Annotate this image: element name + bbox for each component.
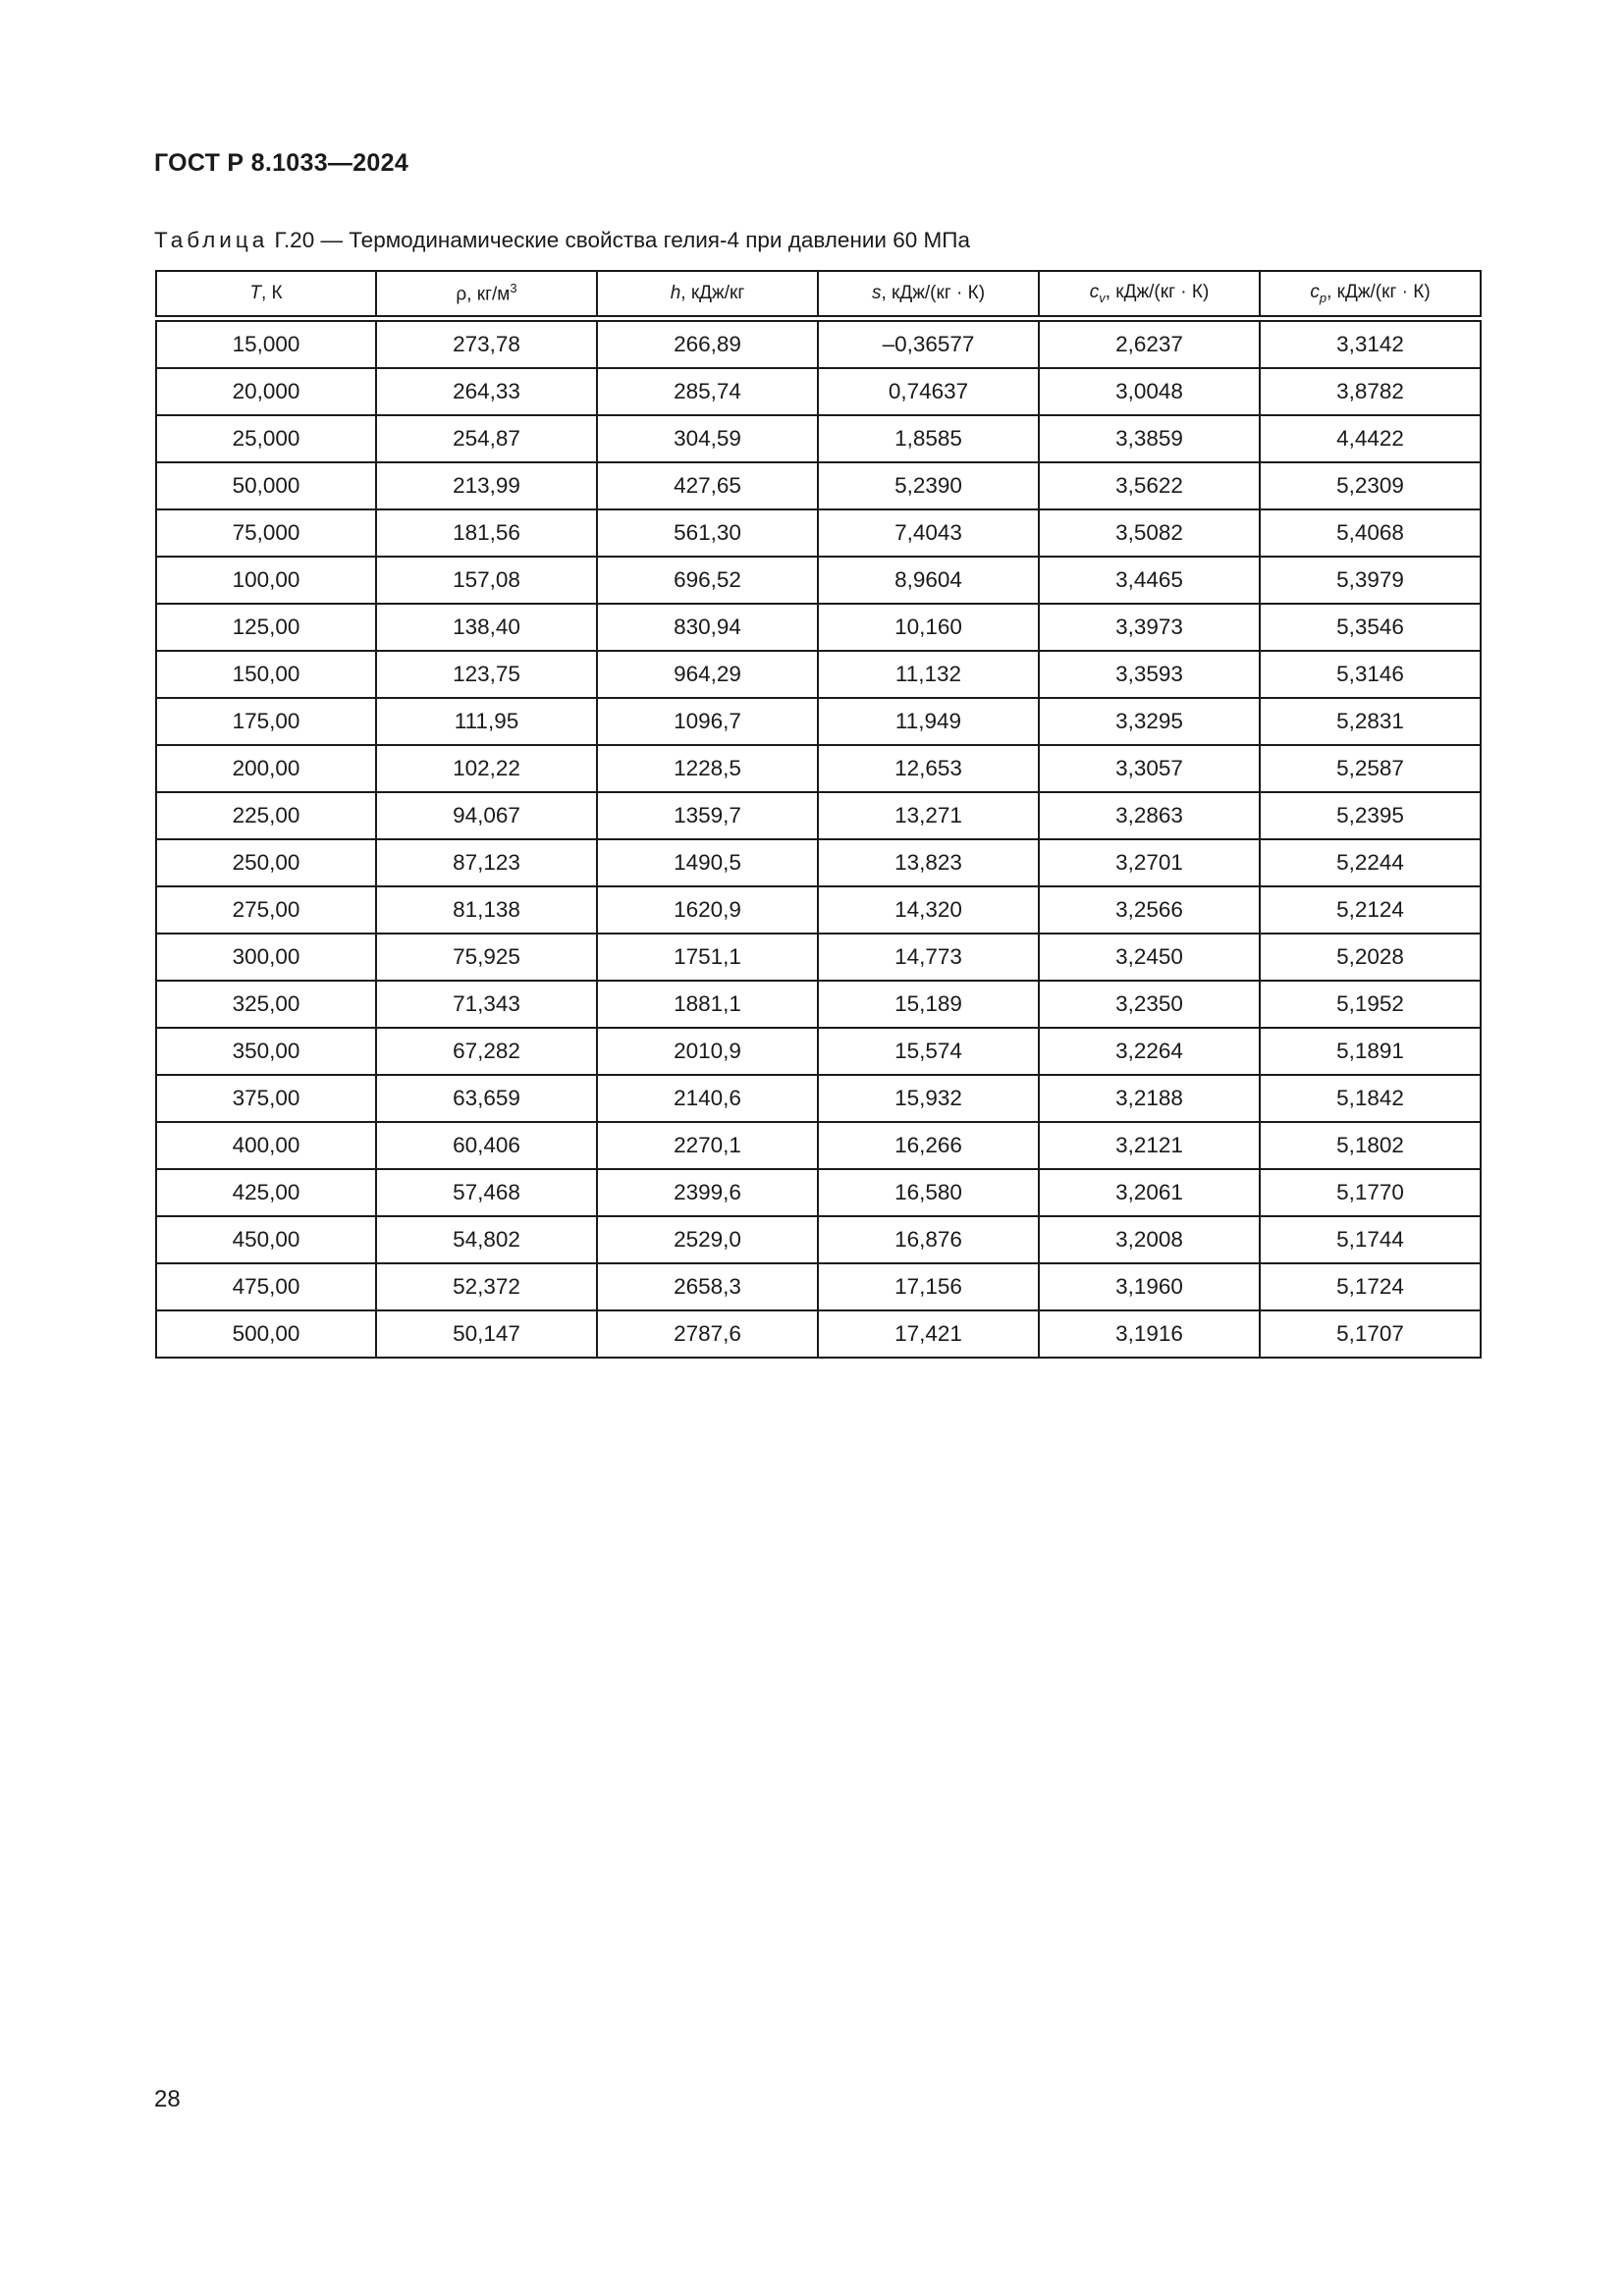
table-row xyxy=(156,981,1481,1028)
cell-cp: 5,2395 xyxy=(1260,792,1481,839)
table-row xyxy=(156,698,1481,745)
cell-density: 87,123 xyxy=(376,839,597,886)
cell-temperature: 350,00 xyxy=(156,1028,376,1075)
cell-temperature: 450,00 xyxy=(156,1216,376,1263)
cell-cp: 5,1802 xyxy=(1260,1122,1481,1169)
cell-enthalpy: 1359,7 xyxy=(597,792,818,839)
cell-enthalpy: 830,94 xyxy=(597,604,818,651)
cell-temperature: 400,00 xyxy=(156,1122,376,1169)
cell-cv: 3,3057 xyxy=(1039,745,1260,792)
cell-cv: 3,2264 xyxy=(1039,1028,1260,1075)
cell-enthalpy: 2787,6 xyxy=(597,1310,818,1358)
cell-enthalpy: 2010,9 xyxy=(597,1028,818,1075)
cell-enthalpy: 1751,1 xyxy=(597,934,818,981)
table-row xyxy=(156,1310,1481,1358)
cell-cp: 5,1744 xyxy=(1260,1216,1481,1263)
cell-entropy: 16,266 xyxy=(818,1122,1039,1169)
cell-cv: 3,2350 xyxy=(1039,981,1260,1028)
cell-density: 60,406 xyxy=(376,1122,597,1169)
column-header-enthalpy: h, кДж/кг xyxy=(597,271,818,319)
column-header-cv: $c_v$, кДж/(кг · К) xyxy=(1039,271,1260,319)
cell-temperature: 175,00 xyxy=(156,698,376,745)
cell-entropy: 13,823 xyxy=(818,839,1039,886)
cell-entropy: 11,132 xyxy=(818,651,1039,698)
cell-cp: 3,3142 xyxy=(1260,319,1481,369)
cell-enthalpy: 1228,5 xyxy=(597,745,818,792)
cell-cv: 3,2863 xyxy=(1039,792,1260,839)
cell-enthalpy: 2529,0 xyxy=(597,1216,818,1263)
cell-temperature: 25,000 xyxy=(156,415,376,462)
table-row xyxy=(156,1122,1481,1169)
table-caption xyxy=(154,228,970,253)
cell-density: 111,95 xyxy=(376,698,597,745)
cell-entropy: –0,36577 xyxy=(818,319,1039,369)
cell-density: 273,78 xyxy=(376,319,597,369)
table-row xyxy=(156,604,1481,651)
cell-enthalpy: 1881,1 xyxy=(597,981,818,1028)
cell-density: 52,372 xyxy=(376,1263,597,1310)
table-row xyxy=(156,1075,1481,1122)
table-row xyxy=(156,1169,1481,1216)
cell-cp: 5,1842 xyxy=(1260,1075,1481,1122)
cell-entropy: 1,8585 xyxy=(818,415,1039,462)
table-caption-text: Г.20 — Термодинамические свойства гелия-4 при давлении 60 МПа xyxy=(268,228,970,252)
cell-enthalpy: 427,65 xyxy=(597,462,818,509)
cell-temperature: 275,00 xyxy=(156,886,376,934)
cell-density: 54,802 xyxy=(376,1216,597,1263)
cell-cp: 5,1724 xyxy=(1260,1263,1481,1310)
cell-entropy: 17,421 xyxy=(818,1310,1039,1358)
table-caption-label: Таблица xyxy=(154,228,269,252)
cell-entropy: 14,773 xyxy=(818,934,1039,981)
cell-enthalpy: 696,52 xyxy=(597,557,818,604)
cell-temperature: 225,00 xyxy=(156,792,376,839)
cell-cv: 3,2701 xyxy=(1039,839,1260,886)
cell-entropy: 11,949 xyxy=(818,698,1039,745)
cell-temperature: 300,00 xyxy=(156,934,376,981)
cell-cp: 5,1952 xyxy=(1260,981,1481,1028)
column-header-temperature: T, К xyxy=(156,271,376,319)
cell-density: 138,40 xyxy=(376,604,597,651)
cell-cv: 3,5082 xyxy=(1039,509,1260,557)
cell-enthalpy: 561,30 xyxy=(597,509,818,557)
cell-cv: 3,1960 xyxy=(1039,1263,1260,1310)
cell-cp: 5,4068 xyxy=(1260,509,1481,557)
cell-temperature: 75,000 xyxy=(156,509,376,557)
table-row xyxy=(156,792,1481,839)
cell-cp: 5,3146 xyxy=(1260,651,1481,698)
cell-cv: 3,2566 xyxy=(1039,886,1260,934)
cell-density: 50,147 xyxy=(376,1310,597,1358)
cell-cv: 3,3973 xyxy=(1039,604,1260,651)
cell-density: 57,468 xyxy=(376,1169,597,1216)
cell-cp: 5,1891 xyxy=(1260,1028,1481,1075)
table-row xyxy=(156,886,1481,934)
cell-cv: 3,5622 xyxy=(1039,462,1260,509)
table-row xyxy=(156,368,1481,415)
cell-cp: 5,2124 xyxy=(1260,886,1481,934)
cell-cp: 4,4422 xyxy=(1260,415,1481,462)
cell-density: 67,282 xyxy=(376,1028,597,1075)
cell-density: 75,925 xyxy=(376,934,597,981)
cell-cp: 5,3979 xyxy=(1260,557,1481,604)
cell-enthalpy: 964,29 xyxy=(597,651,818,698)
cell-enthalpy: 304,59 xyxy=(597,415,818,462)
cell-cp: 5,1707 xyxy=(1260,1310,1481,1358)
cell-cp: 5,2309 xyxy=(1260,462,1481,509)
cell-enthalpy: 1096,7 xyxy=(597,698,818,745)
column-header-density: ρ, $кг/м^3$ xyxy=(376,271,597,319)
cell-cv: 3,3593 xyxy=(1039,651,1260,698)
cell-density: 63,659 xyxy=(376,1075,597,1122)
cell-density: 102,22 xyxy=(376,745,597,792)
cell-cv: 3,1916 xyxy=(1039,1310,1260,1358)
cell-entropy: 13,271 xyxy=(818,792,1039,839)
cell-entropy: 15,574 xyxy=(818,1028,1039,1075)
cell-enthalpy: 2140,6 xyxy=(597,1075,818,1122)
cell-density: 94,067 xyxy=(376,792,597,839)
cell-enthalpy: 1490,5 xyxy=(597,839,818,886)
cell-entropy: 12,653 xyxy=(818,745,1039,792)
table-row xyxy=(156,509,1481,557)
cell-cv: 3,4465 xyxy=(1039,557,1260,604)
cell-entropy: 16,580 xyxy=(818,1169,1039,1216)
cell-temperature: 15,000 xyxy=(156,319,376,369)
table-body xyxy=(156,319,1481,1359)
cell-cp: 3,8782 xyxy=(1260,368,1481,415)
cell-temperature: 200,00 xyxy=(156,745,376,792)
cell-temperature: 100,00 xyxy=(156,557,376,604)
table-row xyxy=(156,1216,1481,1263)
cell-entropy: 15,932 xyxy=(818,1075,1039,1122)
cell-enthalpy: 2658,3 xyxy=(597,1263,818,1310)
cell-cp: 5,2587 xyxy=(1260,745,1481,792)
cell-density: 181,56 xyxy=(376,509,597,557)
table-row xyxy=(156,1028,1481,1075)
table-row xyxy=(156,745,1481,792)
cell-enthalpy: 285,74 xyxy=(597,368,818,415)
column-header-entropy: s, кДж/(кг · К) xyxy=(818,271,1039,319)
table-row xyxy=(156,1263,1481,1310)
cell-temperature: 150,00 xyxy=(156,651,376,698)
helium-properties-table xyxy=(155,270,1482,1359)
cell-temperature: 500,00 xyxy=(156,1310,376,1358)
cell-entropy: 14,320 xyxy=(818,886,1039,934)
table-row xyxy=(156,319,1481,369)
cell-cv: 3,2188 xyxy=(1039,1075,1260,1122)
cell-cp: 5,3546 xyxy=(1260,604,1481,651)
cell-enthalpy: 266,89 xyxy=(597,319,818,369)
cell-entropy: 16,876 xyxy=(818,1216,1039,1263)
page-number: 28 xyxy=(154,2086,181,2112)
cell-density: 71,343 xyxy=(376,981,597,1028)
cell-density: 264,33 xyxy=(376,368,597,415)
cell-cp: 5,2244 xyxy=(1260,839,1481,886)
cell-temperature: 20,000 xyxy=(156,368,376,415)
cell-cp: 5,2028 xyxy=(1260,934,1481,981)
table-row xyxy=(156,839,1481,886)
cell-density: 157,08 xyxy=(376,557,597,604)
cell-cv: 3,2450 xyxy=(1039,934,1260,981)
cell-cp: 5,2831 xyxy=(1260,698,1481,745)
table-row xyxy=(156,651,1481,698)
cell-cv: 3,2061 xyxy=(1039,1169,1260,1216)
column-header-cp: $c_p$, кДж/(кг · К) xyxy=(1260,271,1481,319)
cell-cv: 2,6237 xyxy=(1039,319,1260,369)
cell-temperature: 425,00 xyxy=(156,1169,376,1216)
cell-cp: 5,1770 xyxy=(1260,1169,1481,1216)
cell-cv: 3,0048 xyxy=(1039,368,1260,415)
cell-entropy: 10,160 xyxy=(818,604,1039,651)
table-row xyxy=(156,934,1481,981)
cell-cv: 3,2008 xyxy=(1039,1216,1260,1263)
cell-density: 81,138 xyxy=(376,886,597,934)
cell-entropy: 15,189 xyxy=(818,981,1039,1028)
document-header: ГОСТ Р 8.1033—2024 xyxy=(154,149,409,177)
cell-entropy: 5,2390 xyxy=(818,462,1039,509)
cell-density: 123,75 xyxy=(376,651,597,698)
table-row xyxy=(156,462,1481,509)
cell-cv: 3,2121 xyxy=(1039,1122,1260,1169)
cell-entropy: 8,9604 xyxy=(818,557,1039,604)
cell-entropy: 7,4043 xyxy=(818,509,1039,557)
table-header-row xyxy=(156,271,1481,319)
cell-cv: 3,3295 xyxy=(1039,698,1260,745)
cell-temperature: 325,00 xyxy=(156,981,376,1028)
cell-enthalpy: 2270,1 xyxy=(597,1122,818,1169)
cell-enthalpy: 1620,9 xyxy=(597,886,818,934)
cell-density: 254,87 xyxy=(376,415,597,462)
cell-temperature: 375,00 xyxy=(156,1075,376,1122)
cell-temperature: 475,00 xyxy=(156,1263,376,1310)
cell-cv: 3,3859 xyxy=(1039,415,1260,462)
table-row xyxy=(156,415,1481,462)
table-row xyxy=(156,557,1481,604)
cell-entropy: 0,74637 xyxy=(818,368,1039,415)
cell-density: 213,99 xyxy=(376,462,597,509)
cell-enthalpy: 2399,6 xyxy=(597,1169,818,1216)
cell-temperature: 250,00 xyxy=(156,839,376,886)
cell-temperature: 50,000 xyxy=(156,462,376,509)
cell-entropy: 17,156 xyxy=(818,1263,1039,1310)
cell-temperature: 125,00 xyxy=(156,604,376,651)
